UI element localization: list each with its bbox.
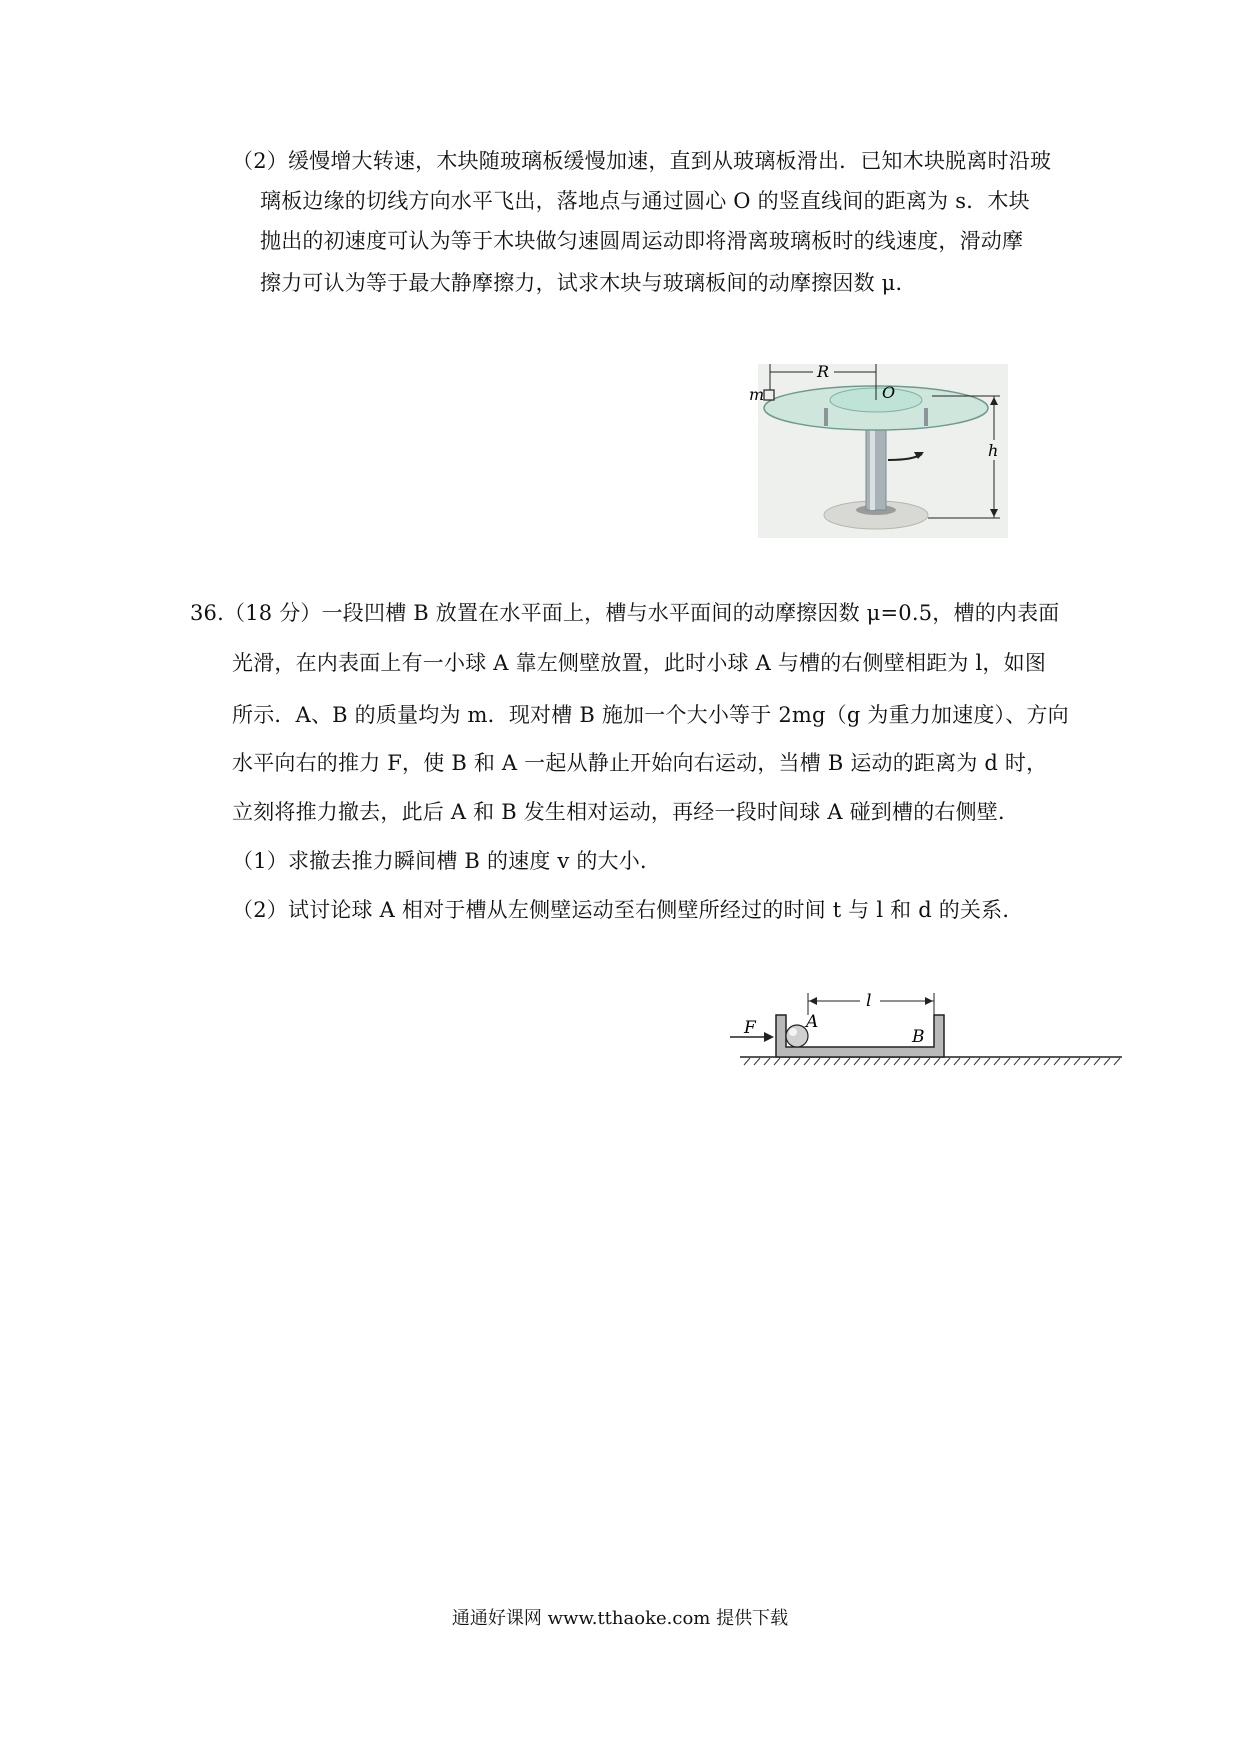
groove-figure (730, 985, 1130, 1077)
q36-sub2: （2）试讨论球 A 相对于槽从左侧壁运动至右侧壁所经过的时间 t 与 l 和 d 的关系． (232, 898, 1024, 922)
label-r: R (817, 362, 830, 381)
part2-line-4: 擦力可认为等于最大静摩擦力，试求木块与玻璃板间的动摩擦因数 μ． (260, 271, 917, 295)
plate-support-left (824, 408, 828, 426)
pole-highlight (870, 428, 875, 510)
page-footer: 通通好课网 www.tthaoke.com 提供下载 (451, 1608, 789, 1629)
ball-highlight (789, 1028, 797, 1036)
label-h: h (988, 441, 999, 460)
part2-line-3: 抛出的初速度可认为等于木块做匀速圆周运动即将滑离玻璃板时的线速度，滑动摩 (260, 229, 1024, 253)
part2-line-1: （2）缓慢增大转速，木块随玻璃板缓慢加速，直到从玻璃板滑出．已知木块脱离时沿玻 (232, 149, 1052, 173)
ball-a (786, 1025, 808, 1047)
q36-line-3: 所示．A、B 的质量均为 m．现对槽 B 施加一个大小等于 2mg（g 为重力加速度）、方向 (232, 703, 1069, 727)
block-m (764, 390, 774, 400)
q36-line-1: 36.（18 分）一段凹槽 B 放置在水平面上，槽与水平面间的动摩擦因数 μ=0.5，槽的内表面 (190, 601, 1060, 625)
l-arrow-left (809, 997, 817, 1005)
ground-hatching (744, 1058, 1120, 1065)
label-b: B (912, 1027, 925, 1047)
label-m: m (749, 385, 765, 404)
label-o: O (882, 383, 896, 402)
plate-support-right (924, 408, 928, 426)
force-arrowhead (764, 1032, 774, 1042)
q36-sub1: （1）求撤去推力瞬间槽 B 的速度 v 的大小． (232, 849, 662, 873)
label-f: F (744, 1018, 756, 1038)
label-a: A (806, 1012, 819, 1032)
q36-line-2: 光滑，在内表面上有一小球 A 靠左侧壁放置，此时小球 A 与槽的右侧壁相距为 l，如图 (232, 651, 1047, 675)
l-arrow-right (925, 997, 933, 1005)
rotating-table-figure (748, 360, 1018, 540)
table-pole (866, 428, 886, 510)
q36-line-5: 立刻将推力撤去，此后 A 和 B 发生相对运动，再经一段时间球 A 碰到槽的右侧壁． (232, 800, 1020, 824)
q36-line-4: 水平向右的推力 F，使 B 和 A 一起从静止开始向右运动，当槽 B 运动的距离为 d 时， (232, 751, 1048, 775)
part2-line-2: 璃板边缘的切线方向水平飞出，落地点与通过圆心 O 的竖直线间的距离为 s．木块 (260, 189, 1030, 213)
label-l: l (866, 991, 872, 1011)
